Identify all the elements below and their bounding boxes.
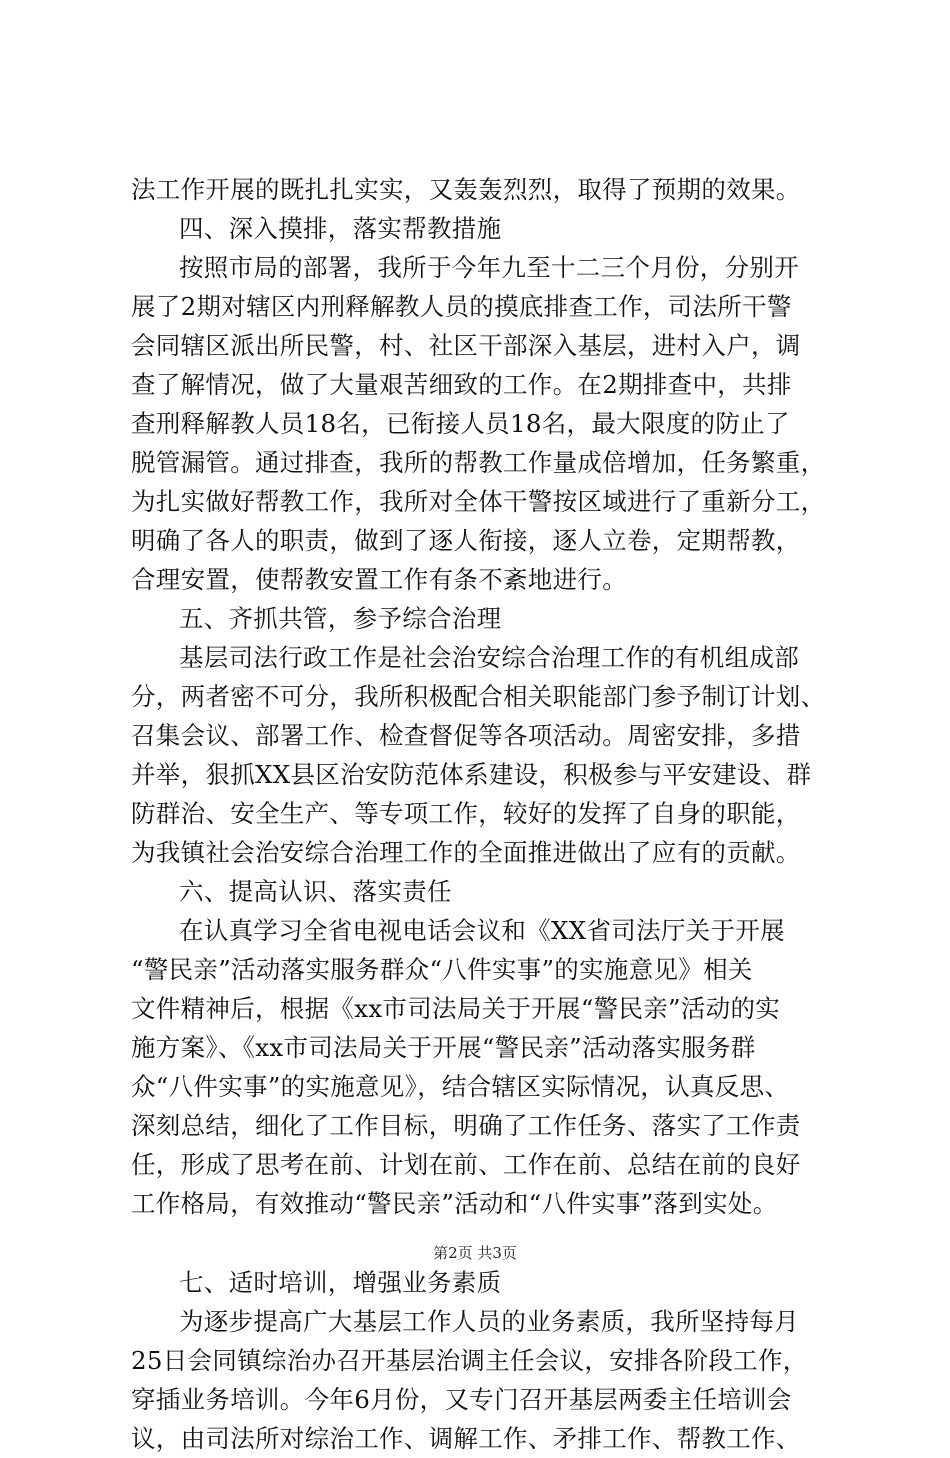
paragraph-line: 防群治、安全生产、等专项工作，较好的发挥了自身的职能， xyxy=(131,799,801,828)
paragraph-line: 查了解情况，做了大量艰苦细致的工作。在2期排查中，共排 xyxy=(131,370,792,399)
section-heading-6: 六、提高认识、落实责任 xyxy=(179,877,452,906)
paragraph-line: 分，两者密不可分，我所积极配合相关职能部门参予制订计划、 xyxy=(131,682,826,711)
section-heading-4: 四、深入摸排，落实帮教措施 xyxy=(179,214,502,243)
paragraph-line: 召集会议、部署工作、检查督促等各项活动。周密安排，多措 xyxy=(131,721,801,750)
document-body xyxy=(131,170,861,1458)
paragraph-line: 施方案》、《xx市司法局关于开展“警民亲”活动落实服务群 xyxy=(131,1033,756,1062)
paragraph-line: 法工作开展的既扎扎实实，又轰轰烈烈，取得了预期的效果。 xyxy=(131,175,801,204)
paragraph-line: 为逐步提高广大基层工作人员的业务素质，我所坚持每月 xyxy=(179,1307,799,1336)
section-heading-5: 五、齐抓共管，参予综合治理 xyxy=(179,604,502,633)
paragraph-line: 在认真学习全省电视电话会议和《XX省司法厅关于开展 xyxy=(179,916,785,945)
paragraph-line: 工作格局，有效推动“警民亲”活动和“八件实事”落到实处。 xyxy=(131,1189,778,1218)
paragraph-line: 穿插业务培训。今年6月份，又专门召开基层两委主任培训会 xyxy=(131,1385,792,1414)
paragraph-line: 展了2期对辖区内刑释解教人员的摸底排查工作，司法所干警 xyxy=(131,292,792,321)
page-number-footer: 第2页 共3页 xyxy=(433,1244,517,1262)
paragraph-line: 议，由司法所对综治工作、调解工作、矛排工作、帮教工作、 xyxy=(131,1424,801,1453)
paragraph-line: 任，形成了思考在前、计划在前、工作在前、总结在前的良好 xyxy=(131,1150,801,1179)
paragraph-line: 按照市局的部署，我所于今年九至十二三个月份，分别开 xyxy=(179,253,799,282)
paragraph-line: 并举，狠抓XX县区治安防范体系建设，积极参与平安建设、群 xyxy=(131,760,812,789)
paragraph-line: 25日会同镇综治办召开基层治调主任会议，安排各阶段工作， xyxy=(131,1346,808,1375)
section-heading-7: 七、适时培训，增强业务素质 xyxy=(179,1268,502,1297)
paragraph-line: 脱管漏管。通过排查，我所的帮教工作量成倍增加，任务繁重， xyxy=(131,448,826,477)
paragraph-line: 为我镇社会治安综合治理工作的全面推进做出了应有的贡献。 xyxy=(131,838,801,867)
paragraph-line: 深刻总结，细化了工作目标，明确了工作任务、落实了工作责 xyxy=(131,1111,801,1140)
paragraph-line: 文件精神后，根据《xx市司法局关于开展“警民亲”活动的实 xyxy=(131,994,781,1023)
paragraph-line: 明确了各人的职责，做到了逐人衔接，逐人立卷，定期帮教， xyxy=(131,526,801,555)
paragraph-line: 会同辖区派出所民警，村、社区干部深入基层，进村入户，调 xyxy=(131,331,801,360)
paragraph-line: “警民亲”活动落实服务群众“八件实事”的实施意见》相关 xyxy=(131,955,753,984)
paragraph-line: 众“八件实事”的实施意见》，结合辖区实际情况，认真反思、 xyxy=(131,1072,790,1101)
paragraph-line: 合理安置，使帮教安置工作有条不紊地进行。 xyxy=(131,565,627,594)
paragraph-line: 为扎实做好帮教工作，我所对全体干警按区域进行了重新分工， xyxy=(131,487,826,516)
paragraph-line: 查刑释解教人员18名，已衔接人员18名，最大限度的防止了 xyxy=(131,409,790,438)
paragraph-line: 基层司法行政工作是社会治安综合治理工作的有机组成部 xyxy=(179,643,799,672)
